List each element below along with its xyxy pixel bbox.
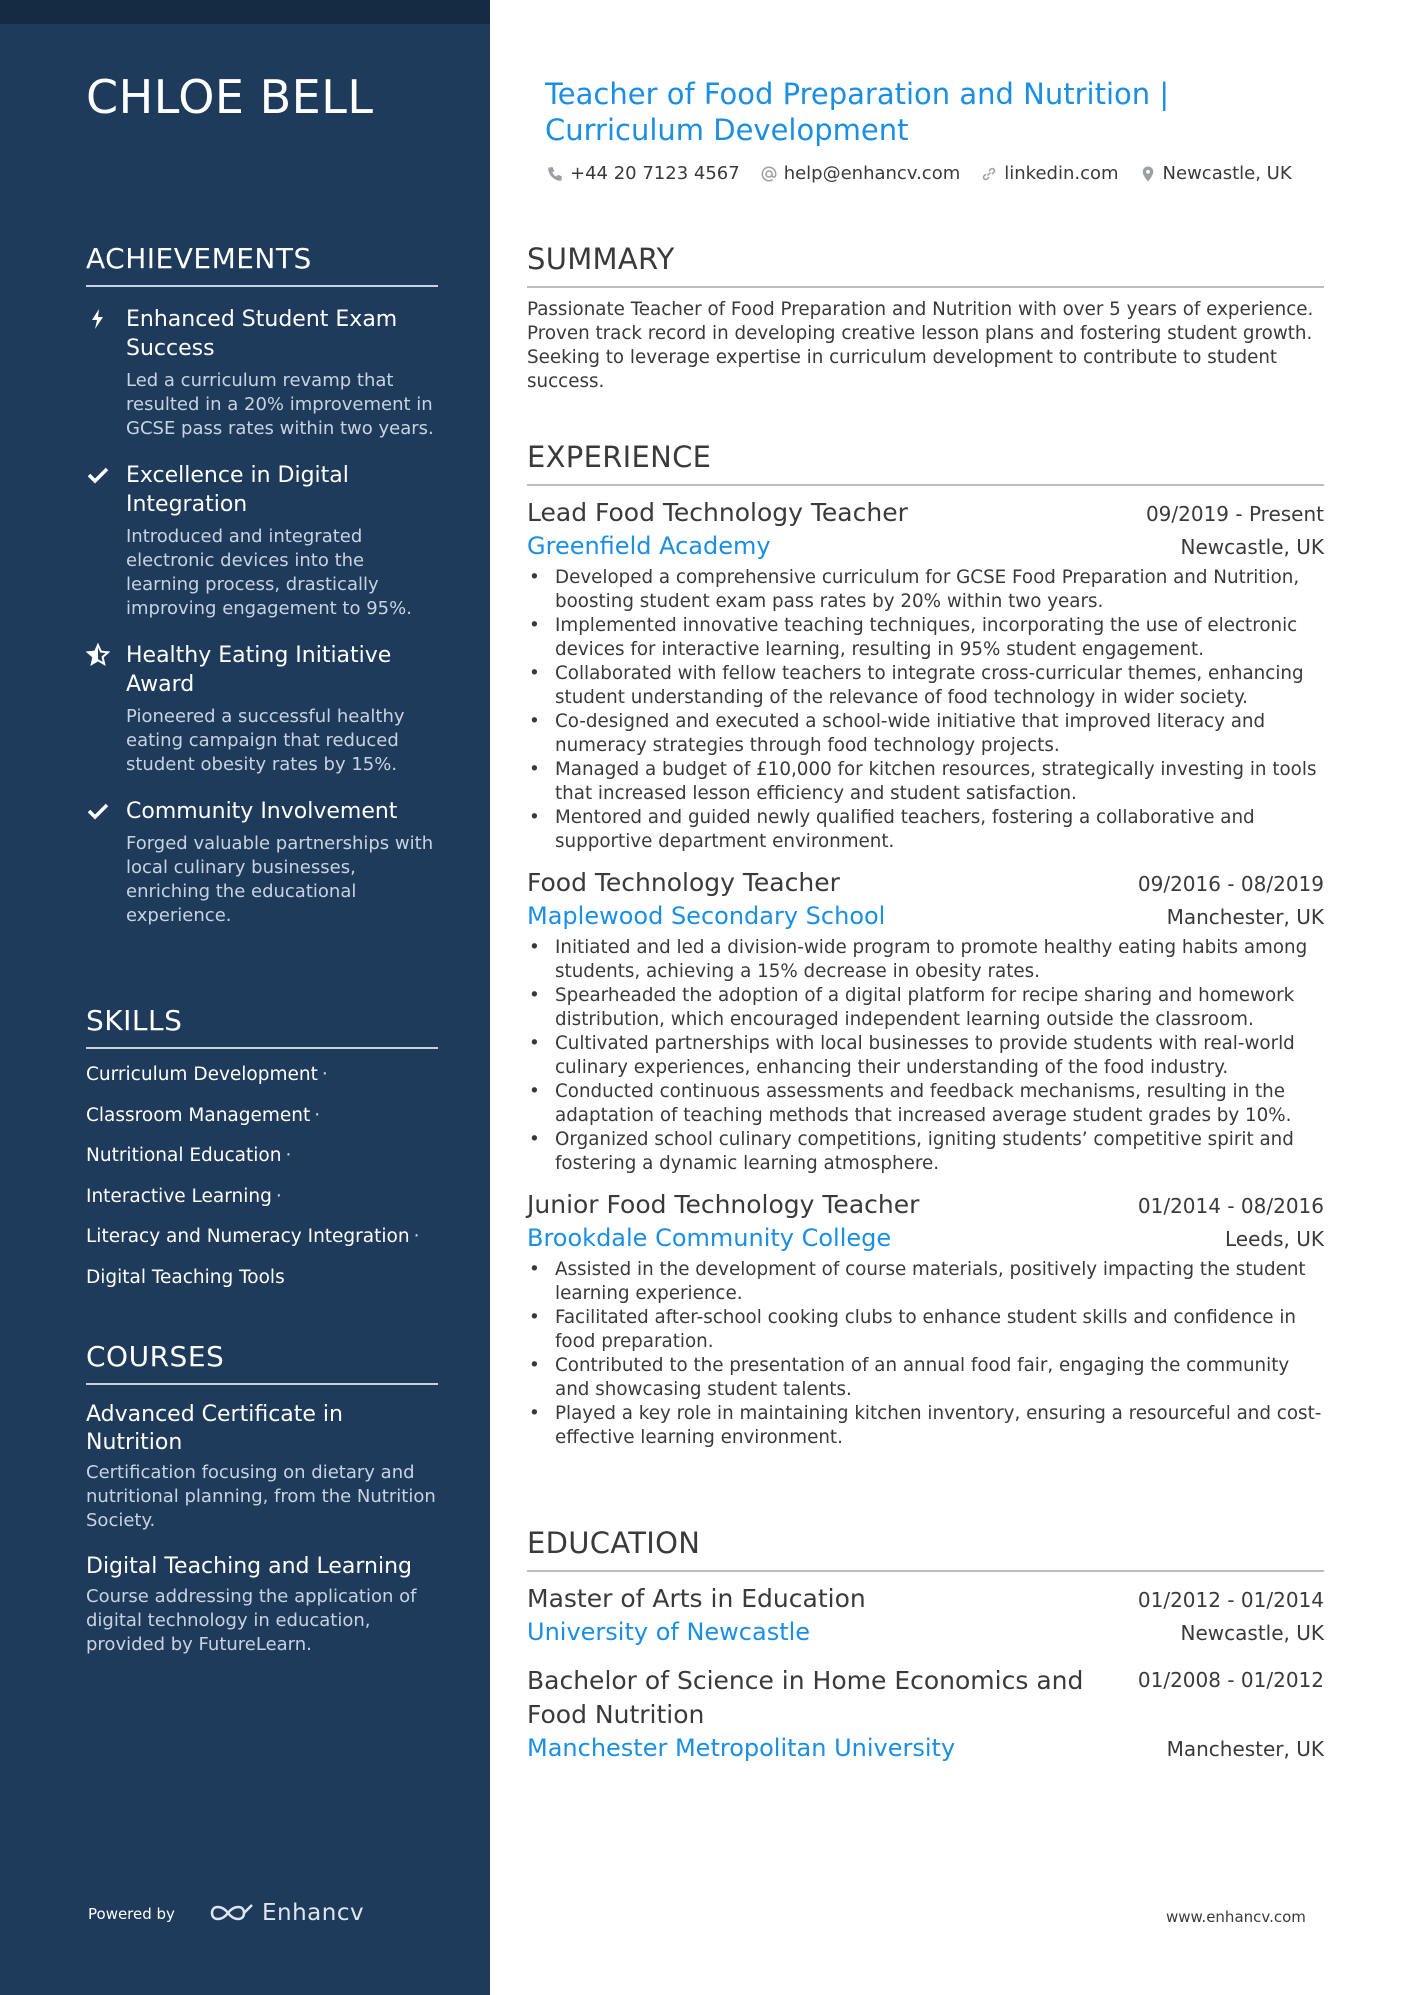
link-icon [980, 165, 998, 183]
courses-section [86, 1340, 438, 1657]
job-location: Newcastle, UK [1180, 535, 1324, 559]
courses-heading: COURSES [86, 1340, 438, 1385]
education-entry [527, 1664, 1324, 1764]
job-role: Junior Food Technology Teacher [527, 1190, 920, 1219]
contact-bar [546, 163, 1292, 184]
skill-item: Curriculum Development · [86, 1064, 328, 1085]
education-dates: 01/2012 - 01/2014 [1137, 1588, 1324, 1612]
skills-heading: SKILLS [86, 1004, 438, 1049]
contact-phone[interactable]: +44 20 7123 4567 [546, 163, 740, 184]
check-icon [86, 463, 110, 487]
course-desc: Course addressing the application of digital technology in education, provided by FutureLearn. [86, 1586, 417, 1655]
course-title: Digital Teaching and Learning [86, 1554, 413, 1579]
education-section [527, 1526, 1324, 1764]
skill-item: Digital Teaching Tools [86, 1266, 285, 1288]
education-entry [527, 1582, 1324, 1648]
course-item [86, 1553, 438, 1657]
job-org: Brookdale Community College [527, 1224, 892, 1252]
phone-icon [546, 165, 564, 183]
job-entry [527, 866, 1324, 1176]
degree-title: Master of Arts in Education [527, 1584, 866, 1613]
skill-item: Classroom Management · [86, 1104, 321, 1126]
job-dates: 09/2016 - 08/2019 [1137, 872, 1324, 896]
bullet-item: • Initiated and led a division-wide program to promote healthy eating habits among students, achieving a 15% decrease in obesity rates. [527, 936, 1324, 984]
job-location: Leeds, UK [1225, 1227, 1324, 1251]
bullet-item: • Spearheaded the adoption of a digital platform for recipe sharing and homework distribution, which encouraged independent learning outside the classroom. [527, 984, 1324, 1032]
bullet-item: • Developed a comprehensive curriculum for GCSE Food Preparation and Nutrition, boosting student exam pass rates by 20% within two years. [527, 566, 1324, 614]
contact-location: Newcastle, UK [1139, 163, 1292, 184]
bullet-item: • Mentored and guided newly qualified teachers, fostering a collaborative and supportive department environment. [527, 806, 1324, 854]
bullet-item: • Facilitated after-school cooking clubs to enhance student skills and confidence in food preparation. [527, 1306, 1324, 1354]
job-org: Greenfield Academy [527, 532, 771, 560]
job-location: Manchester, UK [1166, 905, 1324, 929]
achievement-title: Healthy Eating Initiative Award [126, 643, 392, 697]
skill-item: Literacy and Numeracy Integration · [86, 1226, 420, 1247]
bullet-item: • Managed a budget of £10,000 for kitchen resources, strategically investing in tools that increased lesson efficiency and student satisfaction. [527, 758, 1324, 806]
bullet-item: • Contributed to the presentation of an annual food fair, engaging the community and showcasing student talents. [527, 1354, 1324, 1402]
achievement-item [86, 305, 438, 441]
sidebar [0, 0, 490, 1995]
education-dates: 01/2008 - 01/2012 [1137, 1668, 1324, 1692]
achievement-item [86, 461, 438, 621]
achievement-item [86, 797, 438, 928]
bullet-item: • Cultivated partnerships with local businesses to provide students with real-world culinary experiences, enhancing their understanding of the food industry. [527, 1032, 1324, 1080]
check-icon [86, 799, 110, 823]
bullet-item: • Implemented innovative teaching techniques, incorporating the use of electronic devices for interactive learning, resulting in 95% student engagement. [527, 614, 1324, 662]
location-pin-icon [1139, 165, 1157, 183]
sidebar-top-bar [0, 0, 490, 24]
skills-list [86, 1055, 438, 1298]
achievement-title: Enhanced Student Exam Success [126, 307, 398, 361]
achievement-item [86, 641, 438, 777]
degree-title: Bachelor of Science in Home Economics and Food Nutrition [527, 1666, 1084, 1729]
job-dates: 09/2019 - Present [1145, 502, 1324, 526]
summary-heading: SUMMARY [527, 242, 1324, 288]
bullet-item: • Assisted in the development of course materials, positively impacting the student learning experience. [527, 1258, 1324, 1306]
enhancv-logo[interactable] [208, 1900, 364, 1926]
job-role: Food Technology Teacher [527, 868, 840, 897]
job-bullets [527, 936, 1324, 1176]
bullet-item: • Conducted continuous assessments and feedback mechanisms, resulting in the adaptation of teaching methods that increased average student grades by 10%. [527, 1080, 1324, 1128]
job-entry [527, 1188, 1324, 1450]
skill-item: Interactive Learning · [86, 1185, 282, 1207]
contact-linkedin[interactable]: linkedin.com [980, 163, 1118, 184]
education-heading: EDUCATION [527, 1526, 1324, 1572]
school-name: University of Newcastle [527, 1618, 811, 1646]
experience-section [527, 440, 1324, 1450]
summary-section [527, 242, 1324, 394]
bullet-item: • Co-designed and executed a school-wide initiative that improved literacy and numeracy strategies through food technology projects. [527, 710, 1324, 758]
experience-heading: EXPERIENCE [527, 440, 1324, 486]
job-bullets [527, 1258, 1324, 1450]
course-title: Advanced Certificate in Nutrition [86, 1402, 343, 1455]
enhancv-logo-icon [208, 1901, 254, 1925]
achievement-desc: Introduced and integrated electronic devices into the learning process, drastically improving engagement to 95%. [126, 526, 412, 619]
candidate-name: CHLOE BELL [86, 70, 374, 124]
achievement-desc: Forged valuable partnerships with local culinary businesses, enriching the educational experience. [126, 833, 434, 926]
course-desc: Certification focusing on dietary and nutritional planning, from the Nutrition Society. [86, 1462, 436, 1531]
job-bullets [527, 566, 1324, 854]
achievement-desc: Pioneered a successful healthy eating campaign that reduced student obesity rates by 15%. [126, 706, 405, 775]
star-half-icon [86, 643, 110, 667]
contact-email[interactable]: help@enhancv.com [760, 163, 961, 184]
bolt-icon [86, 307, 110, 331]
summary-text: Passionate Teacher of Food Preparation and Nutrition with over 5 years of experience. Proven track record in developing creative lesson plans and fostering student growth. Seeking to leverage expertise in curriculum development to contribute to student success. [527, 299, 1314, 392]
headline: Teacher of Food Preparation and Nutrition | Curriculum Development [545, 77, 1170, 147]
achievement-title: Community Involvement [126, 799, 398, 824]
skill-item: Nutritional Education · [86, 1145, 292, 1166]
bullet-item: • Played a key role in maintaining kitchen inventory, ensuring a resourceful and cost-effective learning environment. [527, 1402, 1324, 1450]
achievements-heading: ACHIEVEMENTS [86, 242, 438, 287]
achievement-desc: Led a curriculum revamp that resulted in a 20% improvement in GCSE pass rates within two years. [126, 370, 434, 439]
bullet-item: • Collaborated with fellow teachers to integrate cross-curricular themes, enhancing student understanding of the relevance of food technology in wider society. [527, 662, 1324, 710]
school-location: Newcastle, UK [1180, 1621, 1324, 1645]
skills-section [86, 1004, 438, 1298]
enhancv-brand-text: Enhancv [262, 1900, 365, 1926]
powered-by-label: Powered by [88, 1905, 175, 1923]
achievements-section [86, 242, 438, 928]
at-icon [760, 165, 778, 183]
job-entry [527, 496, 1324, 854]
achievement-title: Excellence in Digital Integration [126, 463, 349, 517]
job-org: Maplewood Secondary School [527, 902, 886, 930]
bullet-item: • Organized school culinary competitions, igniting students’ competitive spirit and fostering a dynamic learning atmosphere. [527, 1128, 1324, 1176]
footer-url[interactable]: www.enhancv.com [1166, 1908, 1306, 1926]
school-name: Manchester Metropolitan University [527, 1734, 956, 1762]
job-dates: 01/2014 - 08/2016 [1137, 1194, 1324, 1218]
school-location: Manchester, UK [1166, 1737, 1324, 1761]
course-item [86, 1401, 438, 1533]
job-role: Lead Food Technology Teacher [527, 498, 908, 527]
